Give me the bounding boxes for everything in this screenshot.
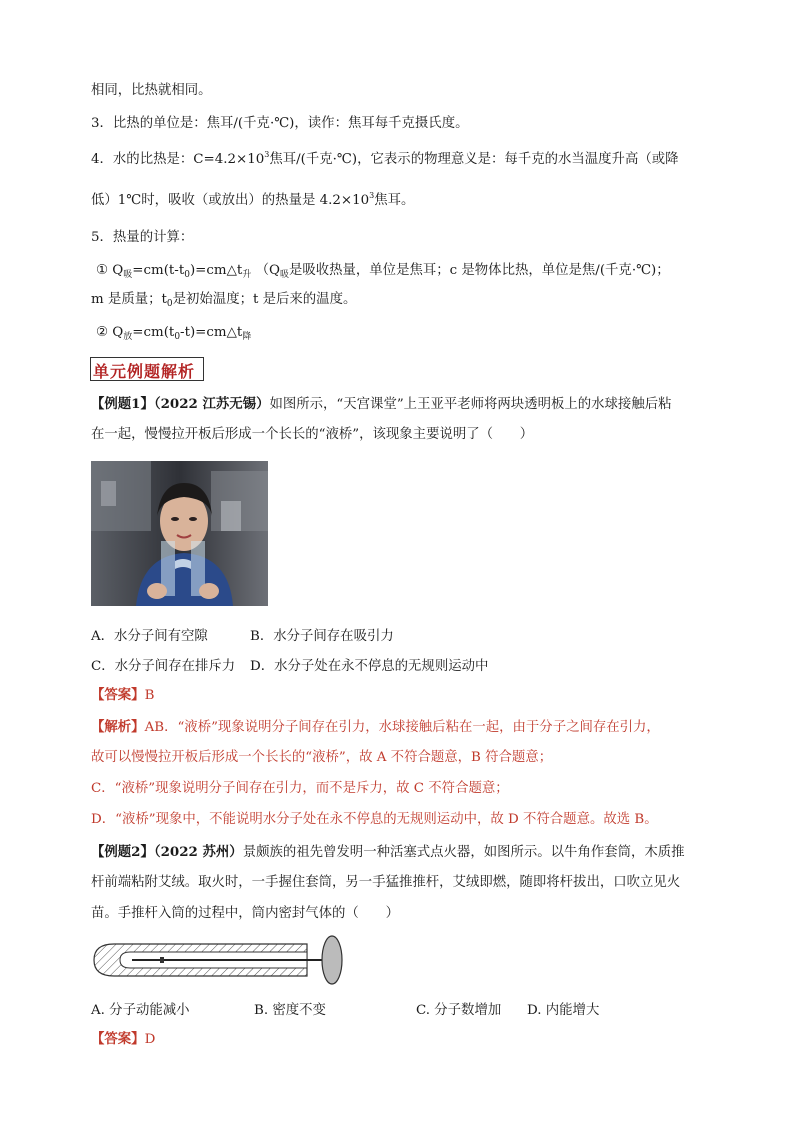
analysis-tag: 【解析】 bbox=[91, 719, 145, 735]
text-line bbox=[91, 151, 679, 169]
section-title: 单元例题解析 bbox=[93, 362, 196, 381]
text-span: 4．水的比热是：C=4.2×10 bbox=[91, 152, 265, 167]
option-b: B. 密度不变 bbox=[254, 1003, 326, 1018]
circled-number: ② bbox=[96, 325, 109, 340]
text-line bbox=[91, 192, 414, 210]
example-source: （2022 苏州） bbox=[153, 844, 243, 860]
text-span: 焦耳/(千克·℃)，它表示的物理意义是：每千克的水当温度升高（或降 bbox=[269, 152, 679, 167]
analysis-text: AB．“液桥”现象说明分子间存在引力，水球接触后粘在一起，由于分子之间存在引力， bbox=[144, 720, 660, 735]
example-tag: 【例题1】 bbox=[91, 396, 154, 412]
text-span: （Q bbox=[255, 263, 280, 278]
formula-line bbox=[96, 324, 251, 342]
answer-value: D bbox=[144, 1032, 156, 1047]
subscript: 升 bbox=[242, 270, 252, 280]
circled-number: ① bbox=[96, 263, 109, 278]
option-a: A. 分子动能减小 bbox=[91, 1003, 190, 1018]
option-b: B．水分子间存在吸引力 bbox=[250, 629, 394, 644]
text-line: 5．热量的计算： bbox=[91, 230, 194, 245]
text-span: -t)=cm△t bbox=[180, 325, 243, 340]
formula-line bbox=[96, 262, 670, 280]
text-span: m 是质量；t bbox=[91, 292, 167, 307]
example-tag: 【例题2】 bbox=[91, 844, 154, 860]
question-line: 苗。手推杆入筒的过程中，筒内密封气体的（ ） bbox=[91, 906, 399, 921]
text-line bbox=[91, 291, 356, 309]
answer-line bbox=[91, 1030, 155, 1049]
text-span: 焦耳。 bbox=[374, 193, 415, 208]
subscript: 0 bbox=[184, 270, 190, 280]
option-c: C. 分子数增加 bbox=[416, 1003, 502, 1018]
superscript: 3 bbox=[369, 191, 375, 200]
subscript: 放 bbox=[123, 332, 133, 342]
superscript: 3 bbox=[264, 150, 270, 159]
question-text: 景颇族的祖先曾发明一种活塞式点火器，如图所示。以牛角作套筒，木质推 bbox=[242, 845, 685, 860]
analysis-line: D．“液桥”现象中，不能说明水分子处在永不停息的无规则运动中，故 D 不符合题意。故选 B。 bbox=[91, 812, 658, 827]
question-text: 如图所示，“天宫课堂”上王亚平老师将两块透明板上的水球接触后粘 bbox=[269, 397, 672, 412]
option-d: D. 内能增大 bbox=[527, 1003, 600, 1018]
astronaut-photo bbox=[91, 461, 268, 606]
option-c: C．水分子间存在排斥力 bbox=[91, 659, 236, 674]
analysis-line: C．“液桥”现象说明分子间存在引力，而不是斥力，故 C 不符合题意； bbox=[91, 781, 509, 796]
text-line: 3．比热的单位是：焦耳/(千克·℃)，读作：焦耳每千克摄氏度。 bbox=[91, 116, 469, 131]
text-span: )=cm△t bbox=[189, 263, 243, 278]
question-line bbox=[91, 843, 685, 862]
analysis-line bbox=[91, 718, 660, 737]
answer-tag: 【答案】 bbox=[91, 1031, 145, 1047]
question-line bbox=[91, 395, 672, 414]
example-source: （2022 江苏无锡） bbox=[153, 396, 270, 412]
text-span: 是初始温度；t 是后来的温度。 bbox=[172, 292, 357, 307]
question-line: 杆前端粘附艾绒。取火时，一手握住套筒，另一手猛推推杆，艾绒即燃，随即将杆拔出，口吹立见火 bbox=[91, 875, 681, 890]
text-line: 相同，比热就相同。 bbox=[91, 83, 212, 98]
option-d: D．水分子处在永不停息的无规则运动中 bbox=[250, 659, 489, 674]
question-line: 在一起，慢慢拉开板后形成一个长长的“液桥”，该现象主要说明了（ ） bbox=[91, 427, 534, 442]
text-span: 低）1℃时，吸收（或放出）的热量是 4.2×10 bbox=[91, 193, 370, 208]
subscript: 0 bbox=[166, 299, 173, 309]
answer-tag: 【答案】 bbox=[91, 687, 145, 703]
subscript: 吸 bbox=[279, 270, 289, 280]
text-span: Q bbox=[112, 263, 124, 278]
text-span: =cm(t bbox=[132, 325, 175, 340]
text-span: 是吸收热量，单位是焦耳；c 是物体比热，单位是焦/(千克·℃)； bbox=[288, 263, 670, 278]
answer-line bbox=[91, 686, 154, 705]
piston-lighter-diagram bbox=[92, 934, 344, 986]
analysis-line: 故可以慢慢拉开板后形成一个长长的“液桥”，故 A 不符合题意，B 符合题意； bbox=[91, 750, 553, 765]
subscript: 吸 bbox=[123, 270, 133, 280]
text-span: =cm(t-t bbox=[132, 263, 185, 278]
subscript: 0 bbox=[174, 332, 181, 342]
subscript: 降 bbox=[242, 332, 252, 342]
answer-value: B bbox=[144, 688, 155, 703]
section-heading bbox=[90, 357, 204, 381]
formula bbox=[112, 263, 251, 278]
text-span: Q bbox=[112, 325, 124, 340]
option-a: A．水分子间有空隙 bbox=[91, 629, 208, 644]
photo-illustration bbox=[91, 461, 268, 606]
